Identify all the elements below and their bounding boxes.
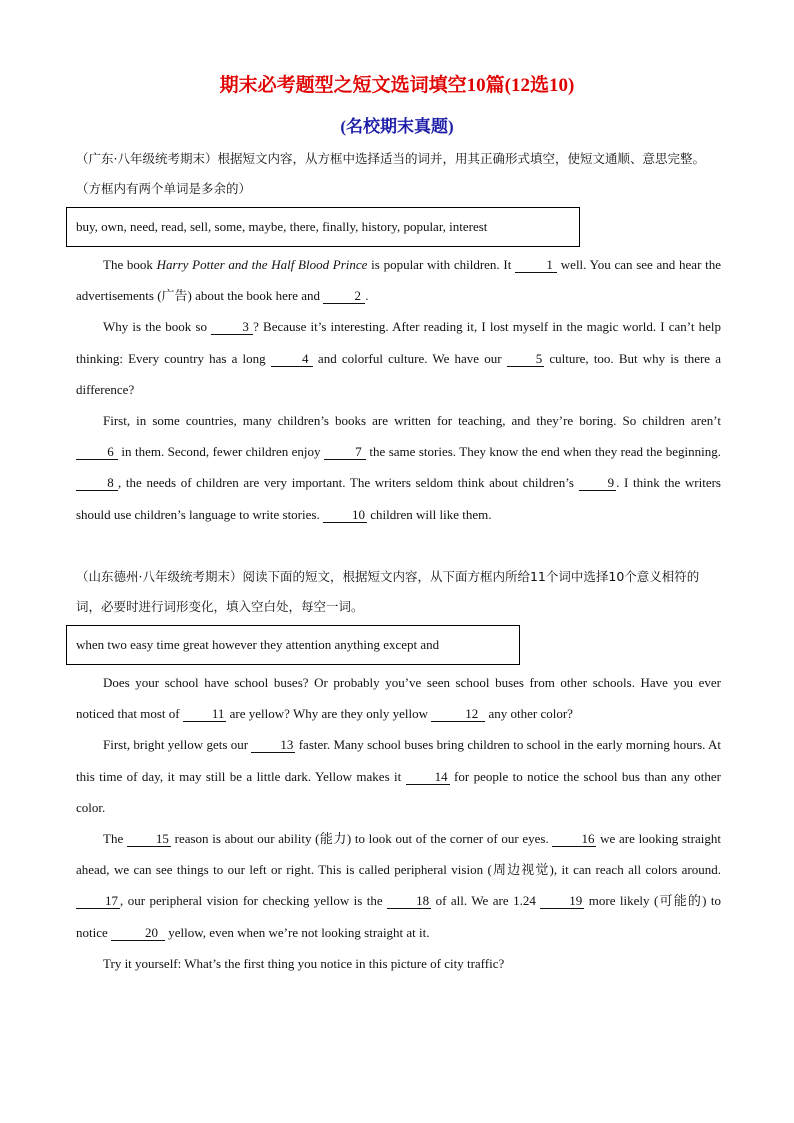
section2-passage (76, 667, 721, 979)
blank-3[interactable]: 3 (211, 319, 253, 335)
section2-word-box: when two easy time great however they attention anything except and (66, 625, 520, 665)
section1-instructions: （广东·八年级统考期末）根据短文内容，从方框中选择适当的词并，用其正确形式填空，使短文通顺、意思完整。（方框内有两个单词是多余的） (76, 151, 705, 196)
blank-14[interactable]: 14 (406, 769, 450, 785)
page-subtitle: (名校期末真题) (340, 117, 454, 136)
blank-15[interactable]: 15 (127, 831, 171, 847)
passage-paragraph: Does your school have school buses? Or probably you’ve seen school buses from other schools. Have you ever noticed that most of 11 are yellow? Why are they only yellow 12 any other color? (76, 675, 721, 722)
passage-paragraph: Try it yourself: What’s the first thing you notice in this picture of city traffic? (103, 955, 505, 971)
passage-paragraph: First, bright yellow gets our 13 faster. Many school buses bring children to school in the early morning hours. At this time of day, it may still be a little dark. Yellow makes it 14 for people to notice the school bus than any other color. (76, 737, 721, 815)
book-title: Harry Potter and the Half Blood Prince (156, 257, 368, 272)
page-title: 期末必考题型之短文选词填空10篇(12选10) (219, 75, 575, 96)
blank-13[interactable]: 13 (251, 737, 295, 753)
blank-19[interactable]: 19 (540, 893, 584, 909)
blank-10[interactable]: 10 (323, 507, 367, 523)
blank-4[interactable]: 4 (271, 351, 313, 367)
blank-16[interactable]: 16 (552, 831, 596, 847)
blank-18[interactable]: 18 (387, 893, 431, 909)
passage-paragraph: The 15 reason is about our ability (能力) to look out of the corner of our eyes. 16 we are looking straight ahead, we can see things to our left or right. This is called peripheral vision (周边视觉), it can reach all colors around. 17 , our peripheral vision for checking yellow is the 18 of all. We are 1.24 19 more likely (可能的) to notice 20 yellow, even when we’re not looking straight at it. (76, 831, 721, 940)
blank-7[interactable]: 7 (324, 444, 366, 460)
blank-6[interactable]: 6 (76, 444, 118, 460)
passage-paragraph: First, in some countries, many children’s books are written for teaching, and they’re boring. So children aren’t 6 in them. Second, fewer children enjoy 7 the same stories. They know the end when they read the beginning. 8 , the needs of children are very important. The writers seldom think about children’s 9 . I think the writers should use children’s language to write stories. 10 children will like them. (76, 413, 721, 522)
blank-2[interactable]: 2 (323, 288, 365, 304)
blank-5[interactable]: 5 (507, 351, 545, 367)
section1-passage (76, 249, 721, 530)
blank-17[interactable]: 17 (76, 893, 120, 909)
blank-9[interactable]: 9 (579, 475, 617, 491)
blank-12[interactable]: 12 (431, 706, 485, 722)
passage-paragraph: Why is the book so 3 ? Because it’s interesting. After reading it, I lost myself in the magic world. I can’t help thinking: Every country has a long 4 and colorful culture. We have our 5 culture, too. But why is there a difference? (76, 319, 721, 397)
blank-1[interactable]: 1 (515, 257, 557, 273)
section2-instructions: （山东德州·八年级统考期末）阅读下面的短文，根据短文内容，从下面方框内所给11个词中选择10个意义相符的词，必要时进行词形变化，填入空白处，每空一词。 (76, 569, 700, 614)
blank-20[interactable]: 20 (111, 925, 165, 941)
blank-8[interactable]: 8 (76, 475, 118, 491)
passage-paragraph: The book Harry Potter and the Half Blood Prince is popular with children. It 1 well. You can see and hear the advertisements (广告) about the book here and 2 . (76, 257, 722, 304)
blank-11[interactable]: 11 (183, 706, 227, 722)
section1-word-box: buy, own, need, read, sell, some, maybe, there, finally, history, popular, interest (66, 207, 580, 247)
